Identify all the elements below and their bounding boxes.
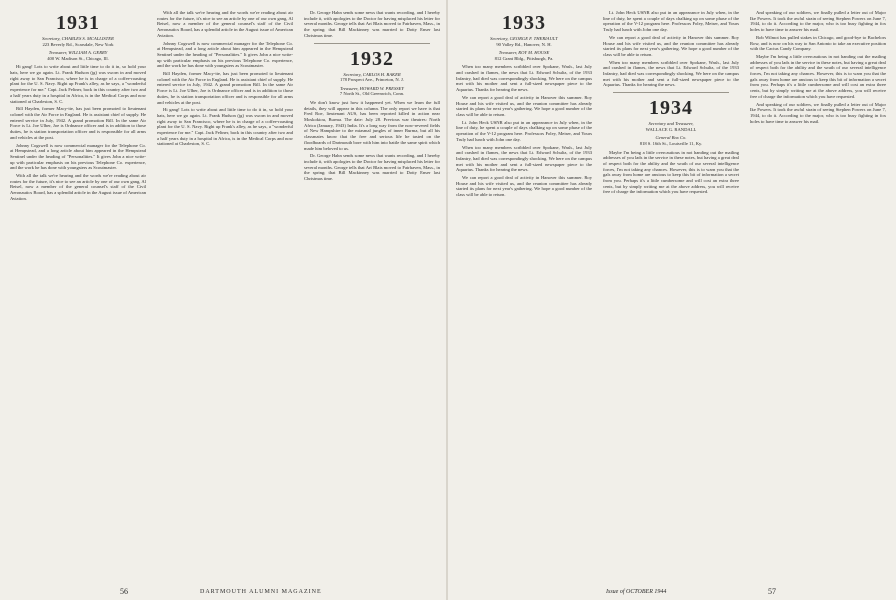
news-paragraph: Johnny Cogswell is now commercial manager for the Telephone Co. at Hempstead, and a long article about him appeared in the Hempstead Sentinel under the heading of "Personalities." It gives John a nice write-up with particular emphasis on his previous Telephone Co. experience, and the work he has done with youngsters as Scoutmaster.	[10, 142, 146, 171]
secretary-address: 90 Valley Rd., Hanover, N. H.	[496, 41, 552, 47]
news-paragraph: Bob Wilmot has pulled stakes in Chicago, and good-bye to Bachelors Row, and is now on his way to San Antonio to take an executive position with the Cactus Candy Company.	[750, 34, 886, 52]
news-paragraph: We don't know just how it happened yet. When we learn the full details, they will appear in this column. The only report we have is that Fred Roe, lieutenant AUS, has been reported killed in action near Moskokiou, Burma. The date: July 28. Previous war theatres: North Africa (January, 1943) India. It's a long way from the now-revered fields of New Hampshire to the miasmal jungles of inner Burma, but all his classmates know that the free and serious life he tasted on the floodboards of Dartmouth bore with him into battle the same spirit which made him beloved to us.	[304, 99, 440, 151]
page-number: 57	[768, 587, 776, 596]
news-paragraph: Hi gang! Lots to write about and little time to do it in, so hold your hats, here we go again. Lt. Frank Hudson (jg) was sworn in and moved right away to San Francisco, where he is in charge of a coffee-roasting plant for the U. S. Navy. Right up Frank's alley, as he says, a "wonderful experience for me." Capt. Jack Feltner, back in this country after two and a half years duty in a hospital in Africa, is in the Medical Corps and now stationed at Charleston, S. C.	[10, 64, 146, 104]
news-paragraph: With all the talk we're hearing and the words we're reading about air routes for the future, it's nice to see an article by one of our own gang, Al Beisel, now a member of the general counsel's staff of the Civil Aeronautics Board, has a splendid article in the August issue of American Aviation.	[10, 173, 146, 201]
news-paragraph: When too many members scribbled over Spokane, Wash., last July and crashed in flames, the news that Lt. Edward Schultz, of the 1933 Infantry, had died was correspondingly shocking. We here on the campus met with his mother and sent a full-sized newspaper piece to the Aquarius. Thanks for hearing the news.	[603, 59, 739, 88]
left-footer	[10, 582, 440, 596]
news-paragraph: And speaking of our soldiers, we finally pulled a letter out of Major Ike Powers. It took the awful strain of seeing Stephen Powers on June 7, 1944, to do it. According to the major, who is too busy fighting in fox holes to have time to answer his mail.	[750, 101, 886, 124]
column-1931-continued	[157, 10, 293, 570]
news-paragraph: When too many members scribbled over Spokane, Wash., last July and crashed in flames, the news that Lt. Edward Schultz, of the 1933 Infantry, had died was correspondingly shocking. We here on the campus met with his mother and sent a full-sized newspaper piece to the Aquarius. Thanks for hearing the news.	[456, 144, 592, 173]
right-footer	[456, 582, 886, 596]
news-paragraph: Maybe I'm being a little overcautious in not handing out the mailing addresses of you lads in the service in these notes, but having a great deal of respect both for the ability and the wrath of our several intelligence forces, I'm not taking any chances. However, this is to warn you that the gals away from home are anxious to keep this bit of information a secret from you. Perhaps it's a little cumbersome and will cost an extra three cents, but by simply writing me at the above address, you will receive free of charge the information which you have requested.	[603, 149, 739, 195]
news-paragraph: We can report a good deal of activity in Hanover this summer. Roy House and his wife visited us, and the reunion committee has already started its plans for next year's gathering. We hope a good number of the class will be able to return.	[456, 175, 592, 198]
news-paragraph: And speaking of our soldiers, we finally pulled a letter out of Major Ike Powers. It took the awful strain of seeing Stephen Powers on June 7, 1944, to do it. According to the major, who is too busy fighting in fox holes to have time to answer his mail.	[750, 10, 886, 33]
class-year-heading: 1933	[502, 12, 546, 34]
treasurer-line: Treasurer, ROY M. HOUSE	[498, 50, 550, 56]
secretary-line: Secretary, GEORGE F. THERIAULT	[490, 36, 558, 41]
issue-date: Issue of OCTOBER 1944	[606, 589, 667, 595]
page-number: 56	[120, 587, 128, 596]
news-paragraph: Johnny Cogswell is now commercial manager for the Telephone Co. at Hempstead, and a long article about him appeared in the Hempstead Sentinel under the heading of "Personalities." It gives John a nice write-up with particular emphasis on his previous Telephone Co. experience, and the work he has done with youngsters as Scoutmaster.	[157, 40, 293, 69]
news-paragraph: We can report a good deal of activity in Hanover this summer. Roy House and his wife visited us, and the reunion committee has already started its plans for next year's gathering. We hope a good number of the class will be able to return.	[603, 34, 739, 57]
news-paragraph: We can report a good deal of activity in Hanover this summer. Roy House and his wife visited us, and the reunion committee has already started its plans for next year's gathering. We hope a good number of the class will be able to return.	[456, 94, 592, 117]
secretary-address: 223 Beverly Rd., Scarsdale, New York	[42, 41, 114, 47]
news-paragraph: Bill Hayden, former Macy-ite, has just been promoted to lieutenant colonel with the Air Force in England. He is assistant chief of supply. He entered service in July, 1942. A grand promotion Bill. In the same Air Force is Lt. Joe Ulber, Joe is Ordnance officer and is in addition to those duties, he is station transportation officer and is responsible for all arms and vehicles at the post.	[10, 106, 146, 140]
section-divider	[314, 43, 430, 44]
news-paragraph: When too many members scribbled over Spokane, Wash., last July and crashed in flames, the news that Lt. Edward Schultz, of the 1933 Infantry, had died was correspondingly shocking. We here on the campus met with his mother and sent a full-sized newspaper piece to the Aquarius. Thanks for hearing the news.	[456, 64, 592, 93]
treasurer-address: 818 S. 16th St., Louisville 11, Ky.	[639, 140, 703, 146]
news-paragraph: Dr. George Hahn sends some news that wants recording, and I hereby include it, with apologies to the Doctor for having misplaced his letter for several months. George tells that Art Blais moved to Fairhaven, Mass., in the spring; that Bill Mackinney was married to Dotty Enser last Christmas time.	[304, 10, 440, 38]
secretary-line: Secretary, CHARLES S. MCALLISTER	[42, 36, 114, 41]
treasurer-address: 7 North St., Old Greenwich, Conn.	[339, 91, 405, 97]
column-1932	[304, 10, 440, 570]
column-1934	[750, 10, 886, 570]
secretary-address: WALLACE G. RANDALL	[645, 126, 697, 132]
news-paragraph: With all the talk we're hearing and the words we're reading about air routes for the future, it's nice to see an article by one of our own gang, Al Beisel, now a member of the general counsel's staff of the Civil Aeronautics Board, has a splendid article in the August issue of American Aviation.	[157, 10, 293, 38]
left-page	[10, 10, 440, 596]
column-1933-continued	[603, 10, 739, 570]
column-1933	[456, 10, 592, 570]
news-paragraph: Lt. John Heck USNR also put in an appearance in July when, in the line of duty, he spent a couple of days chalking up on some phase of the operation of the V-12 program here. Professors Foley, Meiser, and Yours Truly had lunch with John one day.	[456, 119, 592, 142]
class-year-heading: 1934	[649, 97, 693, 120]
news-paragraph: Dr. George Hahn sends some news that wants recording, and I hereby include it, with apologies to the Doctor for having misplaced his letter for several months. George tells that Art Blais moved to Fairhaven, Mass., in the spring; that Bill Mackinney was married to Dotty Enser last Christmas time.	[304, 153, 440, 182]
column-1931	[10, 10, 146, 570]
treasurer-line: Treasurer, WILLIAM A. GERRY	[48, 50, 108, 56]
secretary-address: 178 Prospect Ave., Princeton, N. J.	[340, 77, 404, 83]
page-gutter	[446, 0, 448, 600]
magazine-title: DARTMOUTH ALUMNI MAGAZINE	[200, 589, 322, 595]
treasurer-address: 812 Grant Bldg., Pittsburgh, Pa.	[494, 55, 554, 61]
section-divider	[613, 92, 729, 93]
news-paragraph: Hi gang! Lots to write about and little time to do it in, so hold your hats, here we go again. Lt. Frank Hudson (jg) was sworn in and moved right away to San Francisco, where he is in charge of a coffee-roasting plant for the U. S. Navy. Right up Frank's alley, as he says, a "wonderful experience for me." Capt. Jack Feltner, back in this country after two and a half years duty in a hospital in Africa, is in the Medical Corps and now stationed at Charleston, S. C.	[157, 107, 293, 147]
treasurer-address: 400 W. Madison St., Chicago, Ill.	[47, 55, 109, 61]
class-year-heading: 1931	[56, 12, 100, 34]
treasurer-line: Treasurer, HOWARD W. PRESSEY	[340, 85, 404, 91]
secretary-line: Secretary, CARLOS H. BAKER	[343, 71, 401, 77]
class-year-heading: 1932	[350, 47, 394, 70]
treasurer-line: General Box Co.	[655, 135, 687, 141]
secretary-line: Secretary and Treasurer,	[648, 121, 694, 127]
news-paragraph: Lt. John Heck USNR also put in an appearance in July when, in the line of duty, he spent a couple of days chalking up on some phase of the operation of the V-12 program here. Professors Foley, Meiser, and Yours Truly had lunch with John one day.	[603, 10, 739, 33]
news-paragraph: Bill Hayden, former Macy-ite, has just been promoted to lieutenant colonel with the Air Force in England. He is assistant chief of supply. He entered service in July, 1942. A grand promotion Bill. In the same Air Force is Lt. Joe Ulber, Joe is Ordnance officer and is in addition to those duties, he is station transportation officer and is responsible for all arms and vehicles at the post.	[157, 71, 293, 105]
right-page	[456, 10, 886, 596]
news-paragraph: Maybe I'm being a little overcautious in not handing out the mailing addresses of you lads in the service in these notes, but having a great deal of respect both for the ability and the wrath of our several intelligence forces, I'm not taking any chances. However, this is to warn you that the gals away from home are anxious to keep this bit of information a secret from you. Perhaps it's a little cumbersome and will cost an extra three cents, but by simply writing me at the above address, you will receive free of charge the information which you have requested.	[750, 53, 886, 99]
